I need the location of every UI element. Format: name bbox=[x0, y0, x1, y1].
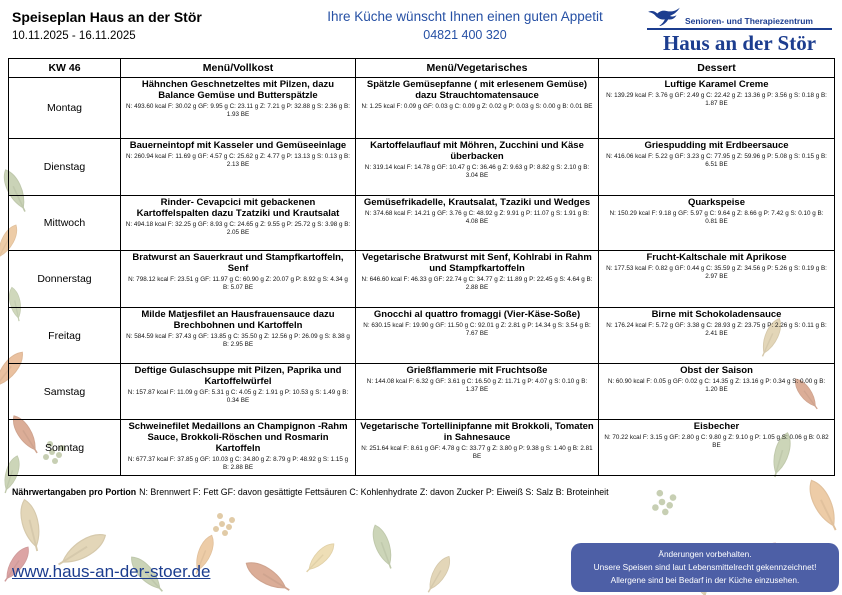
nutrition-info: N: 70.22 kcal F: 3.15 g GF: 2.80 g C: 9.80 g Z: 9.10 g P: 1.05 g S: 0.06 g B: 0.82 BE bbox=[604, 433, 829, 450]
logo bbox=[647, 6, 832, 56]
website-link[interactable]: www.haus-an-der-stoer.de bbox=[12, 562, 211, 581]
table-row-mittwoch bbox=[9, 196, 835, 251]
dish-title: Bauerneintopf mit Kasseler und Gemüseeinlage bbox=[129, 140, 347, 151]
dish-title: Vegetarische Bratwurst mit Senf, Kohlrabi in Rahm und Stampfkartoffeln bbox=[362, 252, 592, 274]
nutrition-legend-title: Nährwertangaben pro Portion bbox=[12, 487, 137, 497]
phone-number: 04821 400 320 bbox=[423, 28, 507, 42]
menu-table bbox=[8, 58, 835, 476]
nutrition-info: N: 319.14 kcal F: 14.78 g GF: 10.47 g C: 36.46 g Z: 9.63 g P: 8.82 g S: 2.10 g B: 3.04 BE bbox=[364, 163, 590, 180]
dish-title: Obst der Saison bbox=[680, 365, 753, 376]
nutrition-info: N: 176.24 kcal F: 5.72 g GF: 3.38 g C: 28.93 g Z: 23.75 g P: 2.26 g S: 0.11 g B: 2.41 BE bbox=[606, 321, 827, 338]
greeting-block bbox=[280, 9, 650, 42]
notice-line: Unsere Speisen sind laut Lebensmittelrecht gekennzeichnet! bbox=[593, 561, 817, 572]
title-block bbox=[12, 9, 202, 42]
dish-title: Grießflammerie mit Fruchtsoße bbox=[406, 365, 548, 376]
table-row-samstag bbox=[9, 364, 835, 420]
allergen-notice-box bbox=[571, 543, 839, 592]
day-label: Dienstag bbox=[9, 139, 121, 196]
col-header-vollkost: Menü/Vollkost bbox=[121, 59, 356, 78]
dish-title: Rinder- Cevapcici mit gebackenen Kartoffelspalten dazu Tzatziki und Krautsalat bbox=[136, 197, 340, 219]
dish-title: Gnocchi al quattro fromaggi (Vier-Käse-Soße) bbox=[373, 309, 581, 320]
table-row-dienstag bbox=[9, 139, 835, 196]
dish-title: Schweinefilet Medaillons an Champignon -Rahm Sauce, Brokkoli-Röschen und Rosmarin Kartoffeln bbox=[128, 421, 348, 454]
page-title: Speiseplan Haus an der Stör bbox=[12, 9, 202, 25]
day-label: Freitag bbox=[9, 308, 121, 364]
dish-title: Eisbecher bbox=[693, 421, 740, 432]
nutrition-info: N: 584.59 kcal F: 37.43 g GF: 13.85 g C: 35.50 g Z: 12.56 g P: 26.09 g S: 8.38 g B: 2.95 BE bbox=[126, 332, 350, 349]
day-label: Samstag bbox=[9, 364, 121, 420]
nutrition-info: N: 251.64 kcal F: 8.61 g GF: 4.78 g C: 33.77 g Z: 3.80 g P: 9.38 g S: 1.40 g B: 2.81 BE bbox=[361, 444, 593, 461]
dish-title: Birne mit Schokoladensauce bbox=[651, 309, 782, 320]
swallow-logo-icon bbox=[647, 6, 681, 26]
dish-title: Gemüsefrikadelle, Krautsalat, Tzaziki und Wedges bbox=[363, 197, 591, 208]
nutrition-info: N: 798.12 kcal F: 23.51 g GF: 11.97 g C: 60.90 g Z: 20.07 g P: 8.92 g S: 4.34 g B: 5.07 BE bbox=[128, 275, 348, 292]
day-label: Mittwoch bbox=[9, 196, 121, 251]
dish-title: Luftige Karamel Creme bbox=[664, 79, 769, 90]
table-row-montag bbox=[9, 78, 835, 139]
dish-title: Hähnchen Geschnetzeltes mit Pilzen, dazu Balance Gemüse und Butterspätzle bbox=[141, 79, 335, 101]
col-header-vegetarisch: Menü/Vegetarisches bbox=[356, 59, 599, 78]
dish-title: Vegetarische Tortellinipfanne mit Brokkoli, Tomaten in Sahnesauce bbox=[360, 421, 594, 443]
day-label: Sonntag bbox=[9, 420, 121, 476]
logo-tagline: Senioren- und Therapiezentrum bbox=[685, 16, 813, 26]
table-header-row bbox=[9, 59, 835, 78]
date-range: 10.11.2025 - 16.11.2025 bbox=[12, 30, 136, 42]
nutrition-legend-text: N: Brennwert F: Fett GF: davon gesättigte Fettsäuren C: Kohlenhydrate Z: davon Zucker P: Eiweiß S: Salz B: Broteinheit bbox=[139, 487, 609, 497]
dish-title: Quarkspeise bbox=[687, 197, 746, 208]
table-row-sonntag bbox=[9, 420, 835, 476]
dish-title: Kartoffelauflauf mit Möhren, Zucchini und Käse überbacken bbox=[370, 140, 584, 162]
nutrition-info: N: 630.15 kcal F: 19.90 g GF: 11.50 g C: 92.01 g Z: 2.81 g P: 14.34 g S: 3.54 g B: 7.67 BE bbox=[363, 321, 591, 338]
nutrition-info: N: 60.90 kcal F: 0.05 g GF: 0.02 g C: 14.35 g Z: 13.16 g P: 0.34 g S: 0.00 g B: 1.20 BE bbox=[607, 377, 826, 394]
col-header-kw: KW 46 bbox=[9, 59, 121, 78]
table-row-donnerstag bbox=[9, 251, 835, 308]
table-row-freitag bbox=[9, 308, 835, 364]
nutrition-info: N: 677.37 kcal F: 37.85 g GF: 10.03 g C: 34.80 g Z: 8.79 g P: 48.92 g S: 1.15 g B: 2.88 BE bbox=[127, 455, 349, 471]
nutrition-info: N: 374.68 kcal F: 14.21 g GF: 3.76 g C: 48.92 g Z: 9.91 g P: 11.07 g S: 1.91 g B: 4.08 BE bbox=[365, 209, 589, 226]
notice-line: Änderungen vorbehalten. bbox=[658, 549, 752, 559]
day-label: Donnerstag bbox=[9, 251, 121, 308]
dish-title: Griespudding mit Erdbeersauce bbox=[644, 140, 789, 151]
dish-title: Spätzle Gemüsepfanne ( mit erlesenem Gemüse) dazu Strauchtomatensauce bbox=[366, 79, 588, 101]
nutrition-info: N: 493.60 kcal F: 30.02 g GF: 9.95 g C: 23.11 g Z: 7.21 g P: 32.88 g S: 2.36 g B: 1.93 BE bbox=[126, 102, 350, 119]
nutrition-info: N: 1.25 kcal F: 0.09 g GF: 0.03 g C: 0.09 g Z: 0.02 g P: 0.03 g S: 0.00 g B: 0.01 BE bbox=[361, 102, 593, 110]
nutrition-info: N: 646.60 kcal F: 46.33 g GF: 22.74 g C: 34.77 g Z: 11.89 g P: 22.45 g S: 4.64 g B: 2.88 BE bbox=[361, 275, 593, 292]
nutrition-info: N: 416.06 kcal F: 5.22 g GF: 3.23 g C: 77.95 g Z: 59.96 g P: 5.08 g S: 0.15 g B: 6.51 BE bbox=[606, 152, 827, 169]
nutrition-info: N: 177.53 kcal F: 0.82 g GF: 0.44 g C: 35.59 g Z: 34.56 g P: 5.26 g S: 0.19 g B: 2.97 BE bbox=[606, 264, 827, 281]
notice-line: Allergene sind bei Bedarf in der Küche einzusehen. bbox=[610, 574, 800, 585]
nutrition-info: N: 494.18 kcal F: 32.25 g GF: 8.93 g C: 24.65 g Z: 9.55 g P: 25.72 g S: 3.98 g B: 2.05 BE bbox=[125, 220, 351, 237]
nutrition-info: N: 144.08 kcal F: 6.32 g GF: 3.61 g C: 16.50 g Z: 11.71 g P: 4.07 g S: 0.10 g B: 1.37 BE bbox=[366, 377, 588, 394]
logo-name: Haus an der Stör bbox=[662, 31, 817, 55]
day-label: Montag bbox=[9, 78, 121, 139]
nutrition-info: N: 157.87 kcal F: 11.09 g GF: 5.31 g C: 4.05 g Z: 1.91 g P: 10.53 g S: 1.49 g B: 0.34 BE bbox=[127, 388, 349, 405]
col-header-dessert: Dessert bbox=[599, 59, 835, 78]
dish-title: Deftige Gulaschsuppe mit Pilzen, Paprika und Kartoffelwürfel bbox=[134, 365, 342, 387]
nutrition-info: N: 150.29 kcal F: 9.18 g GF: 5.97 g C: 9.64 g Z: 8.66 g P: 7.42 g S: 0.10 g B: 0.81 BE bbox=[609, 209, 824, 226]
nutrition-info: N: 260.94 kcal F: 11.69 g GF: 4.57 g C: 25.62 g Z: 4.77 g P: 13.13 g S: 0.13 g B: 2.13 BE bbox=[126, 152, 350, 169]
dish-title: Milde Matjesfilet an Hausfrauensauce dazu Brechbohnen und Kartoffeln bbox=[141, 309, 335, 331]
dish-title: Bratwurst an Sauerkraut und Stampfkartoffeln, Senf bbox=[132, 252, 344, 274]
nutrition-info: N: 139.29 kcal F: 3.76 g GF: 2.49 g C: 22.42 g Z: 13.36 g P: 3.56 g S: 0.18 g B: 1.87 BE bbox=[606, 91, 827, 108]
nutrition-legend bbox=[12, 487, 609, 497]
dish-title: Frucht-Kaltschale mit Aprikose bbox=[646, 252, 787, 263]
kitchen-greeting: Ihre Küche wünscht Ihnen einen guten Appetit bbox=[327, 9, 603, 24]
